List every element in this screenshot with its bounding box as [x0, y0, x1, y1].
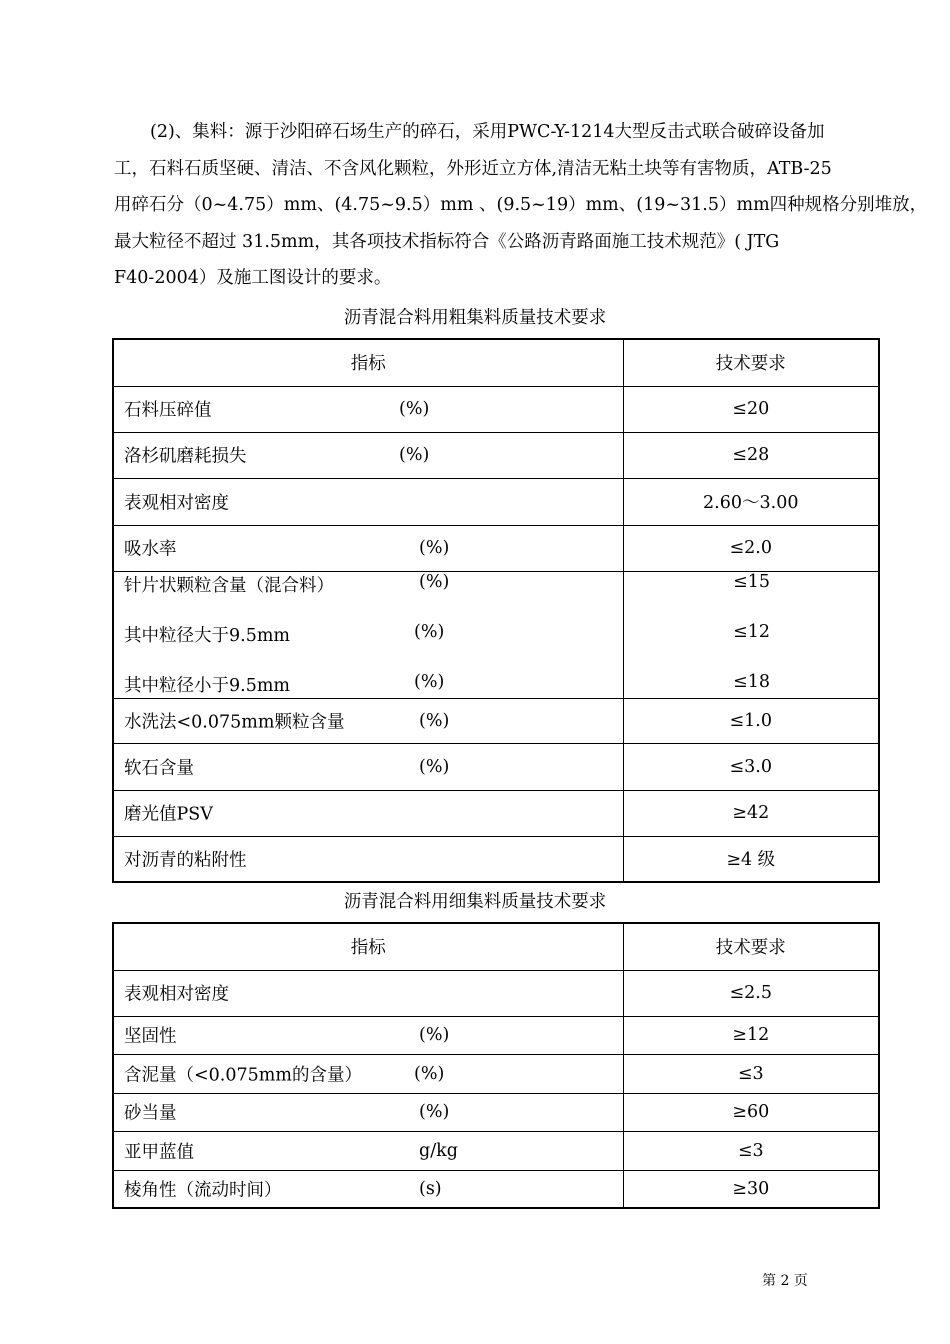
indicator-name: 棱角性（流动时间）	[124, 1180, 282, 1201]
requirement-value: ≤20	[623, 386, 879, 432]
requirement-value: ≤18	[733, 671, 770, 692]
header-requirement: 技术要求	[623, 923, 879, 970]
indicator-name: 对沥青的粘附性	[124, 850, 247, 871]
table-row	[113, 836, 879, 882]
indicator-name: 砂当量	[124, 1103, 177, 1124]
requirement-value: ≥12	[623, 1016, 879, 1054]
table-header-row	[113, 923, 879, 970]
paragraph-line: 用碎石分（0~4.75）mm、(4.75~9.5）mm 、(9.5~19）mm、(19~31.5）mm四种规格分别堆放，	[114, 195, 928, 215]
indicator-name: 其中粒径大于9.5mm	[124, 625, 291, 646]
indicator-unit: (%)	[414, 621, 445, 642]
table-row	[113, 970, 879, 1016]
requirement-value: ≤28	[623, 432, 879, 478]
table-row-needle-flaky	[113, 571, 879, 698]
requirement-value: ≤12	[733, 621, 770, 642]
table-row	[113, 1131, 879, 1170]
requirement-value: ≤2.5	[623, 970, 879, 1016]
indicator-name: 软石含量	[124, 758, 194, 778]
table-row	[113, 1093, 879, 1131]
header-indicator: 指标	[113, 923, 623, 970]
indicator-unit: (%)	[419, 756, 450, 777]
table-row	[113, 1170, 879, 1208]
indicator-unit: (%)	[414, 671, 445, 692]
indicator-unit: (s)	[419, 1178, 442, 1199]
indicator-name: 含泥量（<0.075mm的含量）	[124, 1065, 362, 1085]
paragraph-line: 最大粒径不超过 31.5mm，其各项技术指标符合《公路沥青路面施工技术规范》( JTG	[114, 231, 780, 252]
indicator-unit: (%)	[399, 399, 430, 419]
table-header-row	[113, 339, 879, 386]
requirement-value: ≥42	[623, 790, 879, 836]
coarse-table-title: 沥青混合料用粗集料质量技术要求	[343, 308, 607, 328]
coarse-aggregate-table	[112, 338, 880, 883]
table-row	[113, 1054, 879, 1093]
requirement-value: ≤3.0	[623, 743, 879, 790]
requirement-value: ≤15	[733, 571, 770, 592]
requirement-value: ≤2.0	[623, 525, 879, 571]
table-row	[113, 790, 879, 836]
requirement-value: 2.60～3.00	[623, 478, 879, 525]
indicator-name: 水洗法<0.075mm颗粒含量	[124, 712, 345, 732]
indicator-name: 表观相对密度	[124, 984, 229, 1005]
indicator-unit: (%)	[399, 445, 430, 465]
table-row	[113, 478, 879, 525]
table-row	[113, 386, 879, 432]
body-paragraph	[114, 114, 928, 297]
table-row	[113, 743, 879, 790]
page-number: 第 2 页	[762, 1273, 808, 1289]
indicator-name: 针片状颗粒含量（混合料）	[124, 575, 334, 596]
fine-table-title: 沥青混合料用细集料质量技术要求	[343, 892, 607, 912]
indicator-name: 石料压碎值	[124, 400, 212, 421]
indicator-unit: (%)	[419, 1102, 450, 1122]
requirement-value: ≥60	[623, 1093, 879, 1131]
requirement-value: ≥4 级	[623, 836, 879, 882]
table-row	[113, 525, 879, 571]
indicator-unit: (%)	[419, 538, 450, 558]
indicator-name: 亚甲蓝值	[124, 1142, 194, 1162]
indicator-name: 洛杉矶磨耗损失	[124, 446, 247, 467]
table-row	[113, 1016, 879, 1054]
indicator-unit: (%)	[414, 1063, 445, 1084]
indicator-name: 其中粒径小于9.5mm	[124, 675, 291, 696]
indicator-name: 表观相对密度	[124, 493, 229, 513]
requirement-value: ≤3	[623, 1131, 879, 1170]
paragraph-line: 工，石料石质坚硬、清洁、不含风化颗粒，外形近立方体,清洁无粘土块等有害物质，ATB-25	[114, 158, 832, 179]
paragraph-line: F40-2004）及施工图设计的要求。	[114, 268, 392, 288]
fine-aggregate-table	[112, 922, 880, 1209]
table-row	[113, 432, 879, 478]
indicator-unit: g/kg	[419, 1140, 458, 1161]
requirement-value: ≤1.0	[623, 698, 879, 743]
table-row	[113, 698, 879, 743]
indicator-unit: (%)	[419, 1025, 450, 1045]
indicator-name: 磨光值PSV	[124, 804, 213, 825]
indicator-unit: (%)	[419, 571, 450, 592]
indicator-name: 吸水率	[124, 539, 177, 560]
header-requirement: 技术要求	[623, 339, 879, 386]
header-indicator: 指标	[113, 339, 623, 386]
indicator-name: 坚固性	[124, 1026, 177, 1047]
paragraph-line: (2)、集料：源于沙阳碎石场生产的碎石，采用PWC-Y-1214大型反击式联合破碎设备加	[150, 122, 825, 142]
indicator-unit: (%)	[419, 710, 450, 731]
requirement-value: ≥30	[623, 1170, 879, 1208]
requirement-value: ≤3	[623, 1054, 879, 1093]
